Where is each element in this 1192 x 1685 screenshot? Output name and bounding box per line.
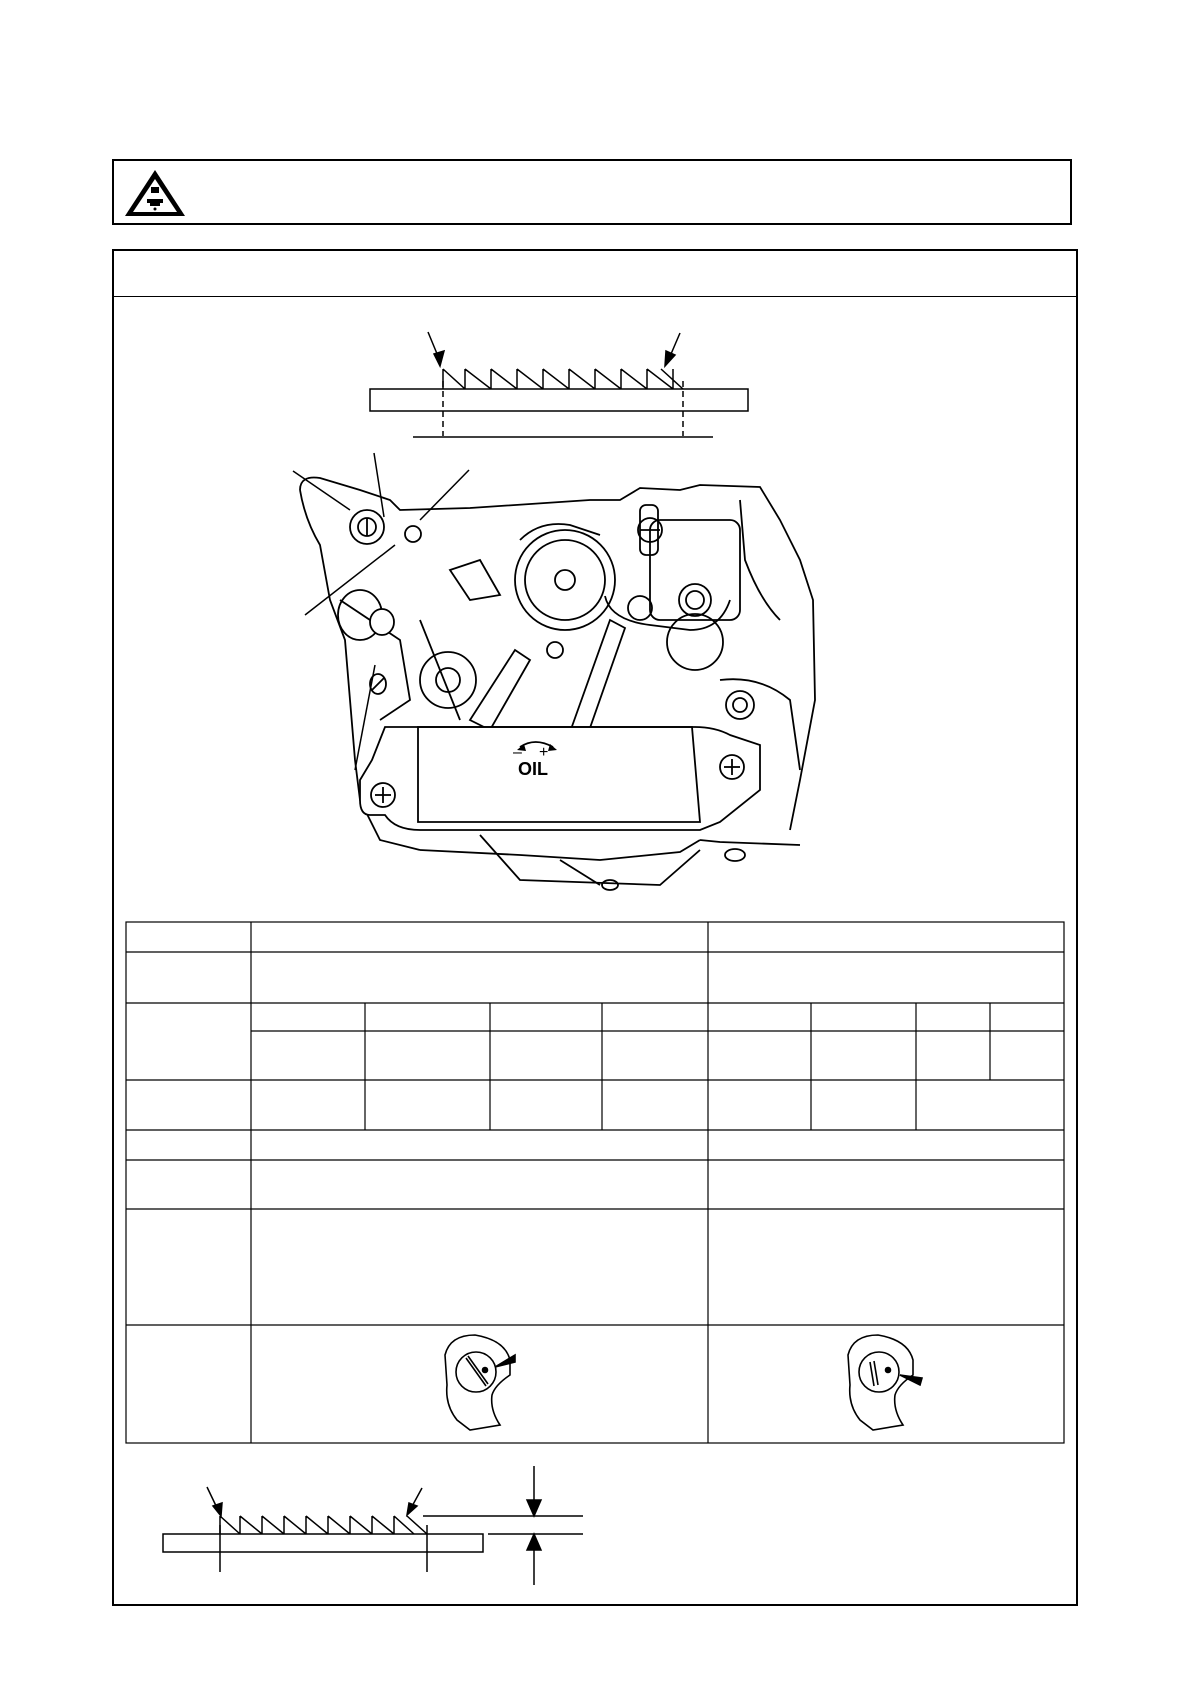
- screw-position-right: [848, 1335, 922, 1430]
- stitch-diagram-top: [370, 332, 748, 437]
- oil-minus-sign: –: [513, 744, 522, 761]
- specification-table: [126, 922, 1064, 1443]
- oil-label: OIL: [518, 759, 548, 779]
- hook-mechanism-illustration: [300, 478, 815, 891]
- stitch-diagram-bottom: [163, 1466, 583, 1585]
- oil-plus-sign: +: [539, 744, 549, 761]
- screw-position-left: [445, 1335, 515, 1430]
